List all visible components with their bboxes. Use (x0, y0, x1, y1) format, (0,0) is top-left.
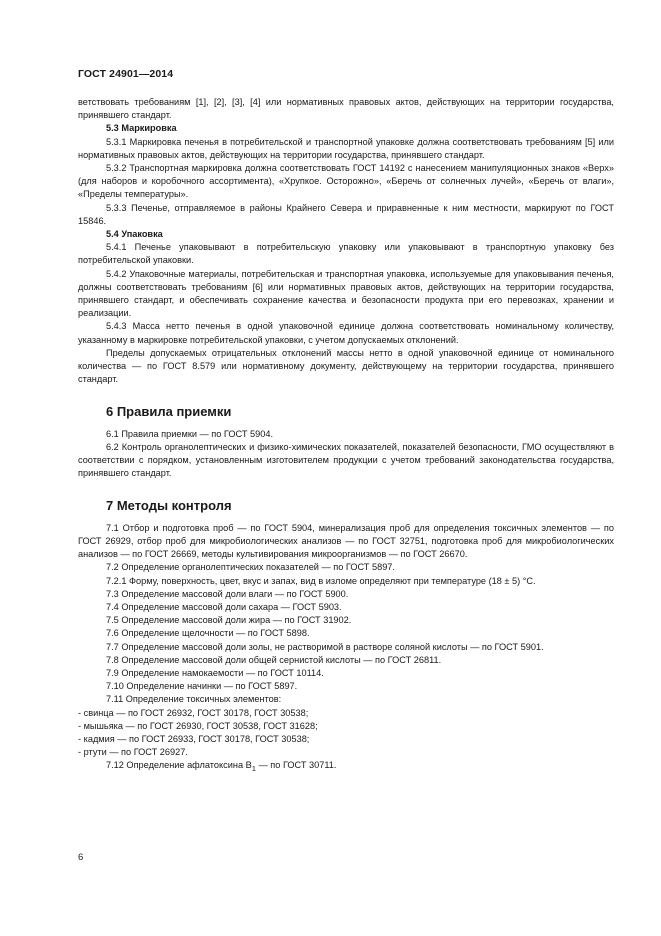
paragraph-5-3-2: 5.3.2 Транспортная маркировка должна соответствовать ГОСТ 14192 с нанесением манипуляционных знаков «Верх» (для наборов и коробочного ассортимента), «Хрупкое. Осторожно», «Беречь от солнечных лучей», «Беречь от влаги», «Пределы температуры». (78, 163, 614, 200)
paragraph-5-4-1: 5.4.1 Печенье упаковывают в потребительскую упаковку или упаковывают в транспортную упаковку без потребительской упаковки. (78, 242, 614, 266)
paragraph-7-9: 7.9 Определение намокаемости — по ГОСТ 10114. (106, 667, 324, 678)
paragraph-7-12-text: 7.12 Определение афлатоксина B (106, 760, 252, 771)
list-item-cadmium: - кадмия — по ГОСТ 26933, ГОСТ 30178, ГОСТ 30538; (78, 733, 310, 744)
paragraph-7-12-tail: — по ГОСТ 30711. (256, 760, 337, 771)
paragraph-5-4-3: 5.4.3 Масса нетто печенья в одной упаковочной единице должна соответствовать номинальному количеству, указанному в маркировке потребительской упаковки, с учетом допускаемых отклонений. (78, 321, 614, 345)
list-item-arsenic: - мышьяка — по ГОСТ 26930, ГОСТ 30538, ГОСТ 31628; (78, 720, 318, 731)
aflatoxin-subscript: 1 (251, 764, 257, 774)
section-heading-7: 7 Методы контроля (106, 498, 232, 514)
subsection-heading-5-3: 5.3 Маркировка (106, 123, 177, 134)
document-code: ГОСТ 24901—2014 (78, 68, 174, 80)
paragraph-7-11: 7.11 Определение токсичных элементов: (106, 694, 282, 705)
subsection-heading-5-4: 5.4 Упаковка (106, 229, 163, 240)
paragraph-continuation: ветствовать требованиям [1], [2], [3], [4] или нормативных правовых актов, действующих на территории государства, принявшего стандарт. (78, 97, 614, 121)
paragraph-7-6: 7.6 Определение щелочности — по ГОСТ 5898. (106, 628, 310, 639)
document-body (78, 96, 614, 775)
paragraph-7-8: 7.8 Определение массовой доли общей сернистой кислоты — по ГОСТ 26811. (106, 654, 442, 665)
paragraph-7-1: 7.1 Отбор и подготовка проб — по ГОСТ 5904, минерализация проб для определения токсичных элементов — по ГОСТ 26929, отбор проб для микробиологических анализов — по ГОСТ 32751, подготовка проб для микробиологических анализов — по ГОСТ 26669, методы культивирования микроорганизмов — по ГОСТ 26670. (78, 522, 614, 560)
paragraph-7-10: 7.10 Определение начинки — по ГОСТ 5897. (106, 681, 298, 692)
page-number: 6 (78, 852, 84, 863)
section-heading-6: 6 Правила приемки (106, 404, 232, 420)
paragraph-5-3-3: 5.3.3 Печенье, отправляемое в районы Крайнего Севера и приравненные к ним местности, маркируют по ГОСТ 15846. (78, 202, 614, 226)
paragraph-5-4-2: 5.4.2 Упаковочные материалы, потребительская и транспортная упаковка, используемые для упаковывания печенья, должны соответствовать требованиям [6] или нормативных правовых актов, действующих на территории государства, принявшего стандарт, и обеспечивать сохранение качества и безопасности продукта при его перевозках, хранении и реализации. (78, 268, 614, 319)
paragraph-7-12 (78, 759, 614, 775)
list-item-lead: - свинца — по ГОСТ 26932, ГОСТ 30178, ГОСТ 30538; (78, 707, 309, 718)
paragraph-6-2: 6.2 Контроль органолептических и физико-химических показателей, показателей безопасности, ГМО осуществляют в соответствии с порядком, установленным изготовителем продукции с учетом требований законодательства государства, принявшего стандарт. (78, 441, 614, 479)
paragraph-7-2: 7.2 Определение органолептических показателей — по ГОСТ 5897. (106, 562, 395, 573)
paragraph-5-4-3-limits: Пределы допускаемых отрицательных отклонений массы нетто в одной упаковочной единице от номинального количества — по ГОСТ 8.579 или нормативному документу, действующему на территории государства, принявшего стандарт. (78, 347, 614, 385)
paragraph-5-3-1: 5.3.1 Маркировка печенья в потребительской и транспортной упаковке должна соответствовать требованиям [5] или нормативных правовых актов, действующих на территории государства, принявшего стандарт. (78, 136, 614, 160)
paragraph-7-3: 7.3 Определение массовой доли влаги — по ГОСТ 5900. (106, 588, 349, 599)
paragraph-7-4: 7.4 Определение массовой доли сахара — ГОСТ 5903. (106, 601, 342, 612)
paragraph-7-7: 7.7 Определение массовой доли золы, не растворимой в растворе соляной кислоты — по ГОСТ 5901. (106, 641, 544, 652)
list-item-mercury: - ртути — по ГОСТ 26927. (78, 747, 188, 758)
paragraph-7-5: 7.5 Определение массовой доли жира — по ГОСТ 31902. (106, 615, 352, 626)
paragraph-7-2-1: 7.2.1 Форму, поверхность, цвет, вкус и запах, вид в изломе определяют при температуре (18 ± 5) °С. (106, 575, 536, 586)
paragraph-6-1: 6.1 Правила приемки — по ГОСТ 5904. (106, 428, 273, 439)
